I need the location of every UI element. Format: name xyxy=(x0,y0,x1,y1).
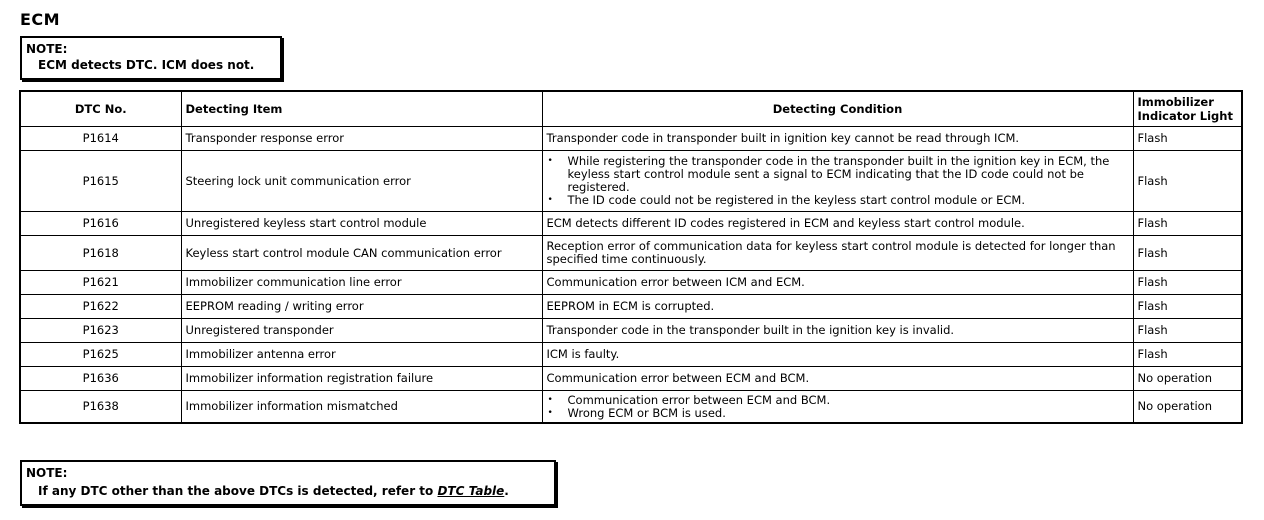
table-header-row xyxy=(20,91,1242,127)
detecting-condition: Reception error of communication data for keyless start control module is detected for longer than specified time continuously. xyxy=(542,236,1133,271)
indicator-status: No operation xyxy=(1133,367,1242,391)
condition-bullet: • Communication error between ECM and BCM. xyxy=(547,394,1129,407)
indicator-status: Flash xyxy=(1133,343,1242,367)
note-text-after: . xyxy=(504,484,509,498)
note-text: ECM detects DTC. ICM does not. xyxy=(38,58,255,72)
table-row xyxy=(20,127,1242,151)
detecting-item: Keyless start control module CAN communication error xyxy=(181,236,542,271)
detecting-item: Immobilizer antenna error xyxy=(181,343,542,367)
dtc-code: P1625 xyxy=(20,343,181,367)
indicator-status: Flash xyxy=(1133,236,1242,271)
note-label: NOTE: xyxy=(26,466,68,480)
detecting-item: EEPROM reading / writing error xyxy=(181,295,542,319)
table-row xyxy=(20,343,1242,367)
indicator-status: Flash xyxy=(1133,151,1242,212)
header-detecting-condition: Detecting Condition xyxy=(542,91,1133,127)
indicator-status: Flash xyxy=(1133,127,1242,151)
dtc-table-link[interactable]: DTC Table xyxy=(437,484,505,498)
indicator-status: Flash xyxy=(1133,212,1242,236)
header-dtc-no: DTC No. xyxy=(20,91,181,127)
detecting-condition: Communication error between ECM and BCM. xyxy=(542,367,1133,391)
table-row xyxy=(20,212,1242,236)
note-label: NOTE: xyxy=(26,42,68,56)
condition-bullet: • While registering the transponder code in the transponder built in the ignition key in ECM, the keyless start control module sent a signal to ECM indicating that the ID code could not be registered. xyxy=(547,155,1129,194)
dtc-code: P1618 xyxy=(20,236,181,271)
dtc-code: P1623 xyxy=(20,319,181,343)
dtc-code: P1616 xyxy=(20,212,181,236)
detecting-condition: Transponder code in transponder built in ignition key cannot be read through ICM. xyxy=(542,127,1133,151)
condition-bullet: • Wrong ECM or BCM is used. xyxy=(547,407,1129,420)
detecting-item: Immobilizer information registration failure xyxy=(181,367,542,391)
detecting-item: Unregistered transponder xyxy=(181,319,542,343)
table-row xyxy=(20,151,1242,212)
detecting-condition xyxy=(542,151,1133,212)
table-row xyxy=(20,319,1242,343)
detecting-item: Immobilizer communication line error xyxy=(181,271,542,295)
table-row xyxy=(20,236,1242,271)
header-indicator-light: Immobilizer Indicator Light xyxy=(1133,91,1242,127)
condition-bullet-list xyxy=(547,394,1129,420)
detecting-condition: EEPROM in ECM is corrupted. xyxy=(542,295,1133,319)
dtc-code: P1621 xyxy=(20,271,181,295)
detecting-condition: Transponder code in the transponder built in the ignition key is invalid. xyxy=(542,319,1133,343)
detecting-item: Immobilizer information mismatched xyxy=(181,391,542,424)
dtc-code: P1615 xyxy=(20,151,181,212)
note-text-before: If any DTC other than the above DTCs is detected, refer to xyxy=(38,484,438,498)
detecting-item: Transponder response error xyxy=(181,127,542,151)
note-box-bottom xyxy=(20,460,556,506)
dtc-code: P1638 xyxy=(20,391,181,424)
table-row xyxy=(20,367,1242,391)
dtc-table xyxy=(19,90,1243,424)
table-row xyxy=(20,271,1242,295)
indicator-status: No operation xyxy=(1133,391,1242,424)
dtc-code: P1636 xyxy=(20,367,181,391)
detecting-condition: Communication error between ICM and ECM. xyxy=(542,271,1133,295)
detecting-condition: ICM is faulty. xyxy=(542,343,1133,367)
condition-bullet-list xyxy=(547,155,1129,207)
detecting-item: Steering lock unit communication error xyxy=(181,151,542,212)
note-text xyxy=(38,484,509,499)
indicator-status: Flash xyxy=(1133,271,1242,295)
dtc-code: P1622 xyxy=(20,295,181,319)
detecting-condition: ECM detects different ID codes registered in ECM and keyless start control module. xyxy=(542,212,1133,236)
detecting-item: Unregistered keyless start control module xyxy=(181,212,542,236)
indicator-status: Flash xyxy=(1133,295,1242,319)
table-row xyxy=(20,391,1242,424)
detecting-condition xyxy=(542,391,1133,424)
condition-bullet: • The ID code could not be registered in the keyless start control module or ECM. xyxy=(547,194,1129,207)
page-title: ECM xyxy=(20,10,61,29)
dtc-code: P1614 xyxy=(20,127,181,151)
note-box-top xyxy=(20,36,282,80)
header-detecting-item: Detecting Item xyxy=(181,91,542,127)
table-row xyxy=(20,295,1242,319)
indicator-status: Flash xyxy=(1133,319,1242,343)
